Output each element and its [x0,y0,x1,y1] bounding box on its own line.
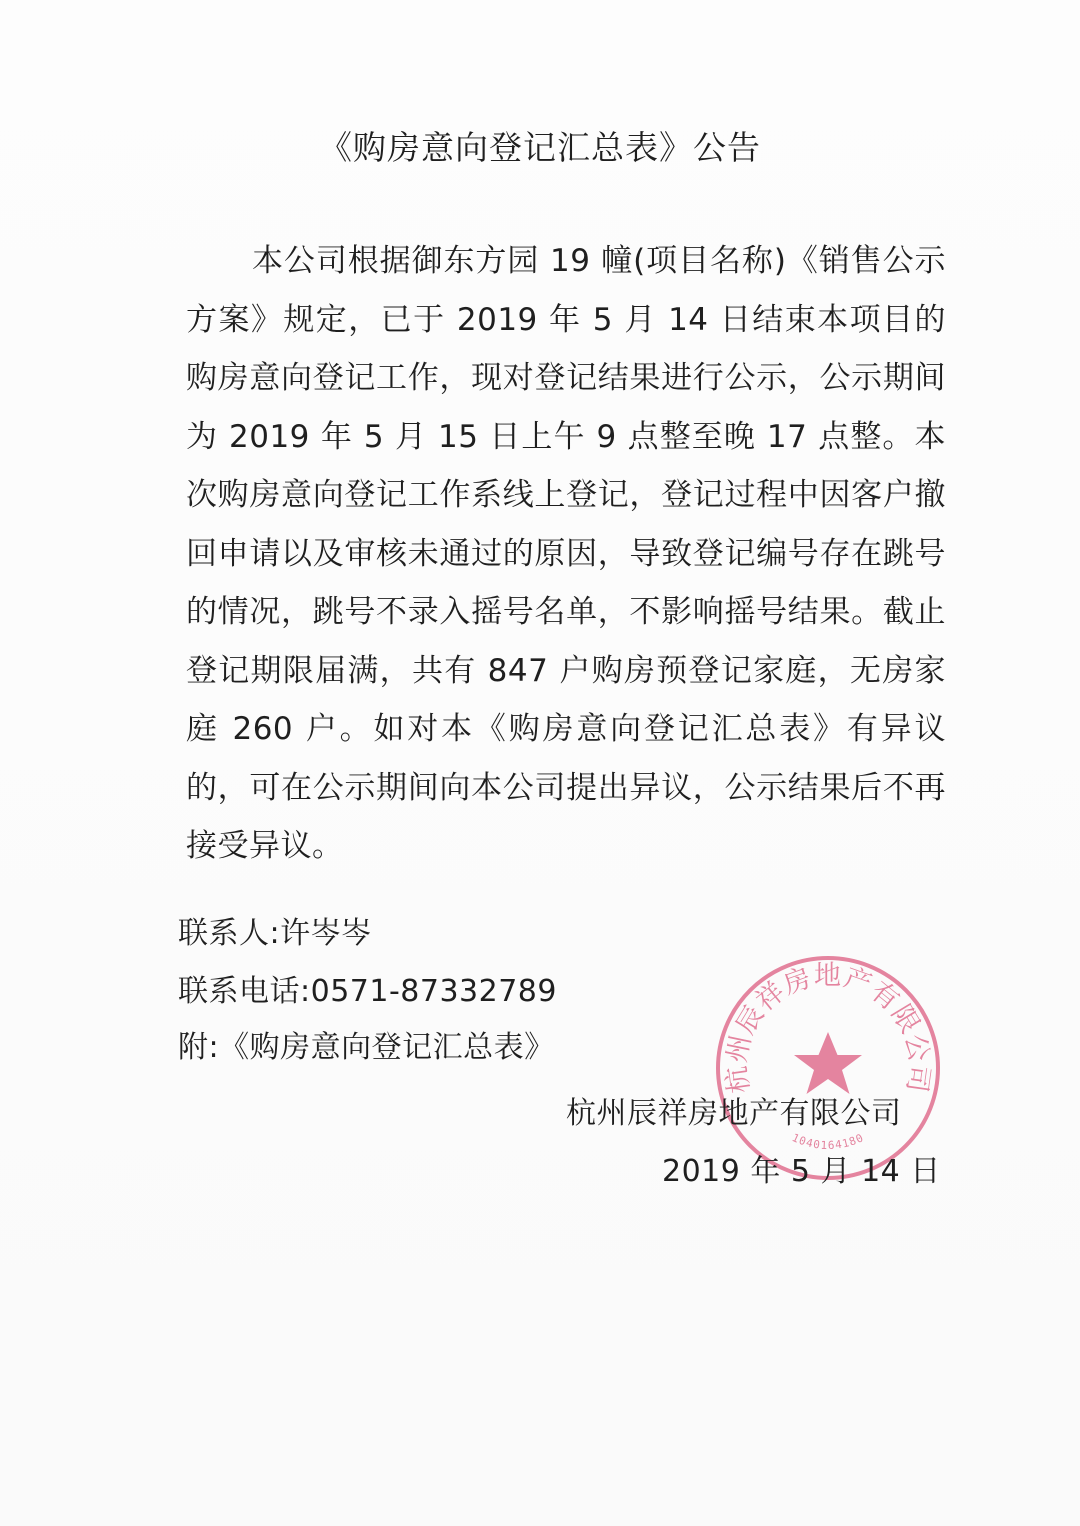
document-body: 本公司根据御东方园 19 幢(项目名称)《销售公示方案》规定，已于 2019 年 5 月 14 日结束本项目的购房意向登记工作，现对登记结果进行公示，公示期间为 2019 年 5 月 15 日上午 9 点整至晚 17 点整。本次购房意向登记工作系线上登记，登记过程中因客户撤回申请以及审核未通过的原因，导致登记编号存在跳号的情况，跳号不录入摇号名单，不影响摇号结果。截止登记期限届满，共有 847 户购房预登记家庭，无房家庭 260 户。如对本《购房意向登记汇总表》有异议的，可在公示期间向本公司提出异议，公示结果后不再接受异议。 [186,243,946,864]
document-title: 《购房意向登记汇总表》公告 [319,128,761,167]
attachment-note: 附:《购房意向登记汇总表》 [178,1030,555,1065]
contact-person: 联系人:许岑岑 [178,916,372,951]
issuing-company: 杭州辰祥房地产有限公司 [566,1096,902,1131]
issue-date: 2019 年 5 月 14 日 [662,1154,941,1189]
seal-ring [718,958,938,1178]
seal-code: 1040164180 [789,1131,867,1153]
seal-name: 杭州辰祥房地产有限公司 [721,960,935,1096]
star-icon [794,1032,862,1094]
contact-phone: 联系电话:0571-87332789 [178,974,557,1009]
